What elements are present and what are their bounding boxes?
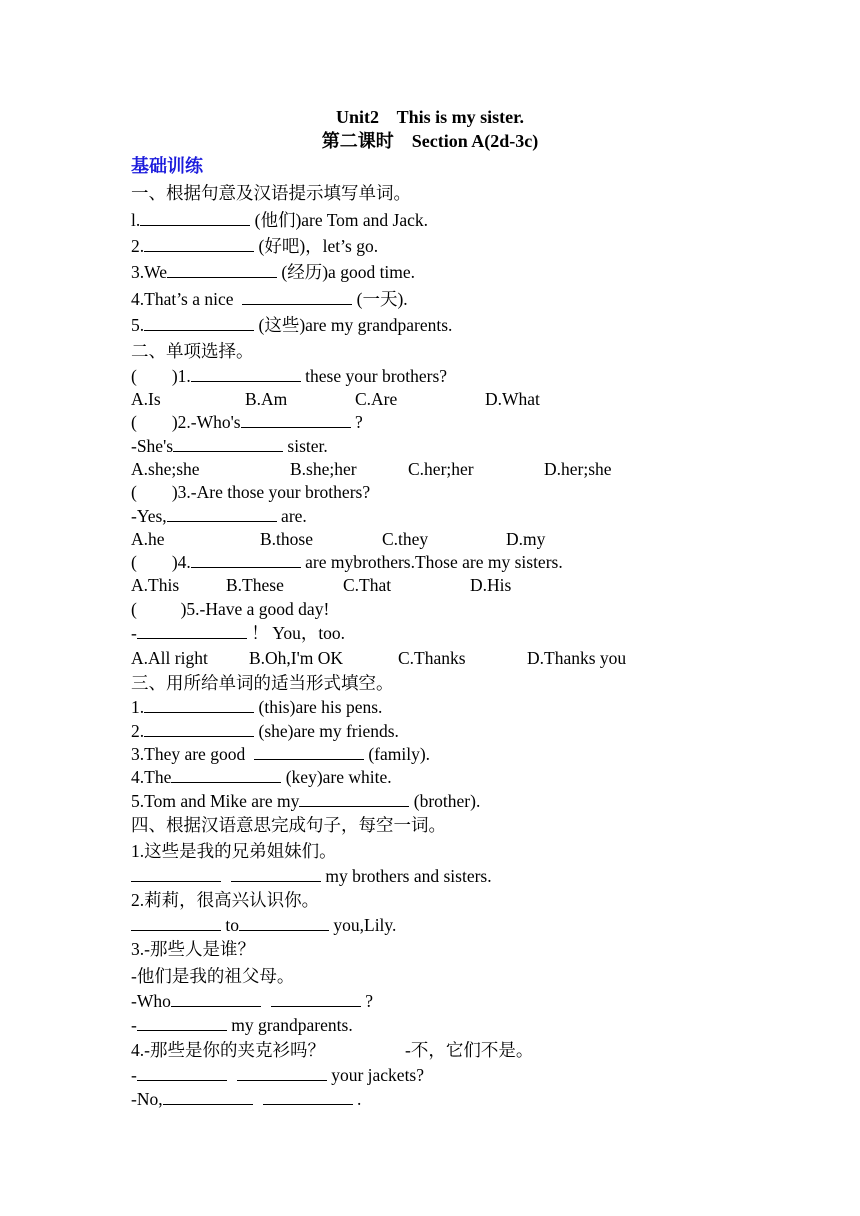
answer-blank[interactable] [167,261,277,278]
part1-heading: 一、根据句意及汉语提示填写单词。 [131,183,411,203]
part3-heading: 三、用所给单词的适当形式填空。 [131,673,394,693]
part2-heading: 二、单项选择。 [131,341,254,361]
part4-q4-chinese: 4.-那些是你的夹克衫吗？ -不，它们不是。 [131,1040,534,1060]
part1-q2: 2. (好吧)，let’s go. [131,236,379,256]
part2-q3-options [131,528,545,550]
answer-blank[interactable] [237,1064,327,1081]
part2-q2-line2: -She's sister. [131,436,328,456]
option-d: D.her;she [544,459,612,479]
part2-q1-options [131,388,540,410]
option-d: D.my [506,529,546,549]
part4-q2-answer: to you,Lily. [131,914,396,936]
answer-blank[interactable] [144,314,254,331]
option-b: B.Am [245,389,288,409]
answer-blank[interactable] [239,914,329,931]
section-label: 基础训练 [131,156,203,176]
answer-blank[interactable] [131,914,221,931]
answer-blank[interactable] [254,743,364,760]
part3-q3: 3.They are good (family). [131,744,431,764]
option-d: D.His [470,575,512,595]
answer-blank[interactable] [137,622,247,639]
part3-q5: 5.Tom and Mike are my (brother). [131,791,481,811]
part3-q2: 2. (she)are my friends. [131,721,399,741]
answer-blank[interactable] [271,990,361,1007]
part2-q5: ( )5.-Have a good day! [131,599,330,619]
option-b: B.those [260,529,313,549]
option-b: B.These [226,575,284,595]
option-d: D.Thanks you [527,648,627,668]
answer-blank[interactable] [167,505,277,522]
part2-q4-options [131,574,511,596]
option-a: A.he [131,529,165,549]
page-subtitle: 第二课时 Section A(2d-3c) [321,131,539,151]
part4-q1-answer: my brothers and sisters. [131,865,492,887]
answer-blank[interactable] [163,1088,253,1105]
part4-q3-answer: -Who ? [131,991,374,1011]
part4-heading: 四、根据汉语意思完成句子，每空一词。 [131,815,446,835]
answer-blank[interactable] [137,1014,227,1031]
part4-q4-answer-line2: -No, . [131,1089,362,1109]
option-d: D.What [485,389,540,409]
part3-q4: 4.The (key)are white. [131,767,392,787]
part2-q3: ( )3.-Are those your brothers? [131,482,371,502]
part2-q5-line2: - ！ You，too. [131,623,346,643]
part4-q3-answer-line2: - my grandparents. [131,1015,353,1035]
part1-q5: 5. (这些)are my grandparents. [131,315,453,335]
part1-q4: 4.That’s a nice (一天). [131,289,408,309]
answer-blank[interactable] [242,288,352,305]
answer-blank[interactable] [171,990,261,1007]
option-b: B.Oh,I'm OK [249,648,344,668]
part4-q4-answer: - your jackets? [131,1065,425,1085]
option-a: A.Is [131,389,161,409]
option-a: A.All right [131,648,208,668]
answer-blank[interactable] [137,1064,227,1081]
answer-blank[interactable] [299,790,409,807]
option-c: C.That [343,575,392,595]
answer-blank[interactable] [144,696,254,713]
answer-blank[interactable] [191,365,301,382]
option-a: A.she;she [131,459,200,479]
answer-blank[interactable] [144,235,254,252]
page-title: Unit2 This is my sister. [335,107,525,127]
answer-blank[interactable] [191,551,301,568]
part3-q1: 1. (this)are his pens. [131,697,383,717]
part2-q2: ( )2.-Who's ? [131,412,363,432]
option-c: C.Are [355,389,398,409]
answer-blank[interactable] [140,209,250,226]
answer-blank[interactable] [263,1088,353,1105]
option-c: C.they [382,529,429,549]
part2-q3-line2: -Yes, are. [131,506,307,526]
answer-blank[interactable] [173,435,283,452]
part4-q3-chinese-answer: -他们是我的祖父母。 [131,966,295,986]
option-a: A.This [131,575,180,595]
part2-q5-options [131,647,626,669]
part1-q1: l. (他们)are Tom and Jack. [131,210,429,230]
part2-q4: ( )4. are mybrothers.Those are my sisters. [131,552,563,572]
part4-q2-chinese: 2.莉莉，很高兴认识你。 [131,890,320,910]
answer-blank[interactable] [241,411,351,428]
answer-blank[interactable] [171,766,281,783]
part1-q3: 3.We (经历)a good time. [131,262,416,282]
answer-blank[interactable] [131,865,221,882]
option-b: B.she;her [290,459,357,479]
part2-q1: ( )1. these your brothers? [131,366,448,386]
option-c: C.her;her [408,459,474,479]
answer-blank[interactable] [231,865,321,882]
answer-blank[interactable] [144,720,254,737]
option-c: C.Thanks [398,648,466,668]
part2-q2-options [131,458,612,480]
part4-q1-chinese: 1.这些是我的兄弟姐妹们。 [131,841,337,861]
part4-q3-chinese: 3.-那些人是谁？ [131,939,255,959]
